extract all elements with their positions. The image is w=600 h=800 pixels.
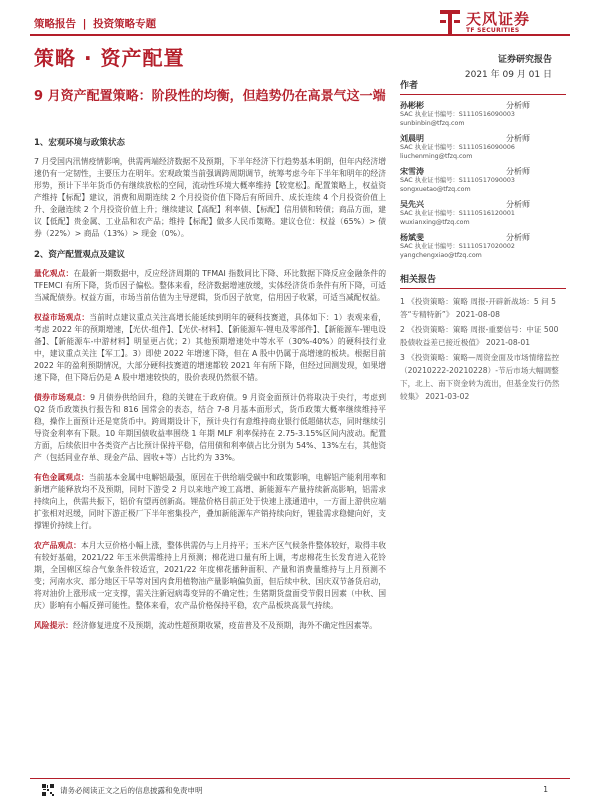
analyst-cert: SAC 执业证书编号：S1110517020002 xyxy=(400,243,515,250)
analyst-cert: SAC 执业证书编号：S1110517090003 xyxy=(400,177,515,184)
analyst-role: 分析师 xyxy=(506,101,530,110)
analyst-email[interactable]: yangchengxiao@tfzq.com xyxy=(400,251,482,259)
footer-divider xyxy=(30,778,570,779)
top-header xyxy=(34,10,570,32)
analyst-email[interactable]: sunbinbin@tfzq.com xyxy=(400,119,465,127)
analyst-cert: SAC 执业证书编号：S1110516090006 xyxy=(400,144,515,151)
equity-view-paragraph xyxy=(34,312,386,384)
sidebar xyxy=(400,78,566,405)
breadcrumb-separator: | xyxy=(82,18,87,30)
related-report-link[interactable]: 2 《投资策略：策略 周报-重要信号：中证 500 股债收益差已接近极值》 2021-08-01 xyxy=(400,325,559,347)
agri-view-label: 农产品观点： xyxy=(34,541,81,550)
related-report-link[interactable]: 1 《投资策略：策略 周报-开辟新战场：5 问 5 答“专精特新”》 2021-08-08 xyxy=(400,297,556,319)
analyst-role: 分析师 xyxy=(506,167,530,176)
qr-code-icon xyxy=(42,784,54,796)
bond-view-text: 9 月债券供给回升，稳的关键在于政府债。9 月资金面预计仍将取决于央行，考虑到 Q2 货币政策执行报告和 816 国常会的表态，结合 7-8 月基本面形式，货币政策大概率继续维持平稳，操作上面预计还是宽货币中。跨周期设计下，预计央行有意维持商业银行低超储状态，同时继续引导资金利率有下限。10 年期国债收益率围绕 1 年期 MLF 利率保持在 2.75-3.15%区间内波动。配置方面，后续依旧中各类资产占比预计保持平稳，信用债和利率债占比分别为 54%、13%左右，其他资产（包括同业存单、现金产品、固收+等）占比约为 33%。 xyxy=(34,393,387,462)
related-report-link[interactable]: 3 《投资策略：策略—周资金面及市场情绪监控（20210222-20210228）-节后市场大幅调整下，北上、南下资金转为流出，但基金发行仍然较集》 2021-03-02 xyxy=(400,353,560,401)
risk-text: 经济修复进度不及预期，流动性超预期收紧，疫苗普及不及预期，海外不确定性因素等。 xyxy=(72,621,378,630)
quant-view-paragraph xyxy=(34,268,386,304)
footer-disclaimer: 请务必阅读正文之后的信息披露和免责申明 xyxy=(60,786,203,795)
analyst-name: 刘晨明 xyxy=(400,134,424,143)
analyst-email[interactable]: wuxianxing@tfzq.com xyxy=(400,218,470,226)
page-number: 1 xyxy=(543,785,548,794)
breadcrumb-report-type: 策略报告 xyxy=(34,18,76,30)
risk-label: 风险提示： xyxy=(34,621,73,630)
report-type: 证券研究报告 xyxy=(497,55,552,65)
report-date: 2021 年 09 月 01 日 xyxy=(464,70,552,80)
logo-text-en: TF SECURITIES xyxy=(466,27,520,34)
macro-paragraph: 7 月受国内汛情疫情影响，供需两端经济数据不及预期，下半年经济下行趋势基本明朗，但年内经济增速仍有一定韧性，主要压力在明年。宏观政策当前强调跨周期调节，统筹考虑今年下半年和明年的经济形势，预计下半年货币仍有继续放松的空间，流动性环境大概率维持【较宽松】。配置策略上，权益资产维持【标配】建议，消费和周期连续 2 个月投资价值下降后有所回升、成长连续 4 个月投资价值上升、金融连续 2 个月投资价值上升；继续建议【高配】利率债、【标配】信用债和转债；商品方面，建议【低配】贵金属、工业品和农产品；维持【标配】做多人民币策略。建议仓位：权益（65%）> 债券（22%）> 商品（13%）> 现金（0%）。 xyxy=(34,157,386,238)
analyst-role: 分析师 xyxy=(506,233,530,242)
page-title: 策略 · 资产配置 xyxy=(34,46,185,70)
analyst-role: 分析师 xyxy=(506,200,530,209)
analyst-card xyxy=(400,101,566,128)
logo-mark-icon xyxy=(440,10,460,34)
header-divider xyxy=(30,34,570,36)
breadcrumb-topic: 投资策略专题 xyxy=(93,18,157,30)
analyst-card xyxy=(400,167,566,194)
quant-view-label: 量化观点： xyxy=(34,269,74,278)
analyst-name: 宋雪涛 xyxy=(400,167,424,176)
logo-text-cn: 天风证券 xyxy=(466,10,531,28)
authors-heading: 作者 xyxy=(400,78,566,95)
analyst-role: 分析师 xyxy=(506,134,530,143)
analyst-name: 吴先兴 xyxy=(400,200,424,209)
section-heading-macro: 1、宏观环境与政策状态 xyxy=(34,138,125,148)
metals-view-paragraph xyxy=(34,472,386,532)
agri-view-text: 本月大豆价格小幅上涨，整体供需仍与上月持平；玉米产区气候条件整体较好，取得丰收有较好基础，2021/22 年玉米供需维持上月预测；棉花进口量有所上调，考虑棉花生长发育进入花铃期，全国棉区综合气象条件较适宜，2021/22 年度棉花播种面积、产量和消费量维持与上月预测不变；河南水灾、部分地区干旱等对国内食用植物油产量影响偏负面，但后续中秋、国庆双节备货启动，将对油价上涨形成一定支撑，需关注新冠病毒变异的不确定性；生猪期货盘面受节假日因素（中秋、国庆）影响有小幅反弹可能性。整体来看，农产品价格保持平稳，农产品板块高景气持续。 xyxy=(34,541,386,610)
analyst-name: 杨斌斐 xyxy=(400,233,424,242)
analyst-cert: SAC 执业证书编号：S1110516120001 xyxy=(400,210,515,217)
equity-view-label: 权益市场观点： xyxy=(34,313,90,322)
equity-view-text: 当前时点建议重点关注高增长能延续到明年的硬科技赛道，具体如下：1）表观来看，考虑 2022 年的预期增速，【光伏-组件】、【光伏-材料】、【新能源车-锂电及零部件】、【新能源车-锂电设备】、【新能源车-中游材料】明显更占优；2）其他预期增速处中等水平（30%-40%）的硬科技行业中，建议重点关注【军工】。3）即使 2022 年增速下降，但在 A 股中仍属于高增速的板块。根据目前 2022 年的盈利预期情况，大部分硬科技赛道的增速都较 2021 年有所下降，但经过回测发现，如果增速下降，但下降后仍是 A 股中增速较快的，股价表现仍然很不错。 xyxy=(34,313,386,382)
analyst-cert: SAC 执业证书编号：S1110516090003 xyxy=(400,111,515,118)
analyst-email[interactable]: songxuetao@tfzq.com xyxy=(400,185,471,193)
metals-view-label: 有色金属观点： xyxy=(34,473,89,482)
breadcrumb xyxy=(34,16,156,31)
report-subtitle: 9 月资产配置策略：阶段性的均衡，但趋势仍在高景气这一端 xyxy=(34,89,386,104)
analyst-email[interactable]: liuchenming@tfzq.com xyxy=(400,152,473,160)
risk-paragraph xyxy=(34,620,386,632)
agri-view-paragraph xyxy=(34,540,386,612)
analyst-card xyxy=(400,200,566,227)
bond-view-paragraph xyxy=(34,392,386,464)
analyst-card xyxy=(400,233,566,260)
analyst-card xyxy=(400,134,566,161)
quant-view-text: 在最新一期数据中，反应经济周期的 TFMAI 指数同比下降、环比数据下降反应金融条件的 TFEMCI 有所下降，货币因子偏松。整体来看，经济数据增速放缓，实体经济货币条件有所下降，可适当减配债券。权益方面，市场当前估值为主导逻辑，货币因子放宽，信用因子收紧，可适当减配权益。 xyxy=(34,269,387,302)
analyst-name: 孙彬彬 xyxy=(400,101,424,110)
main-content xyxy=(34,136,386,640)
section-heading-allocation: 2、资产配置观点及建议 xyxy=(34,250,125,260)
related-reports-heading: 相关报告 xyxy=(400,272,566,289)
bond-view-label: 债券市场观点： xyxy=(34,393,91,402)
metals-view-text: 当前基本金属中电解铝最强，原因在于供给端受碳中和政策影响，电解铝产能利用率和新增产能释放均不及预期，同时下游受 2 月以来地产竣工高增、新能源车产量持续新高影响，铝需求持续向上，供需共振下，铝价有望再创新高。锂盐价格目前正处于快速上涨通道中，一方面上游供应端扩张相对迟缓，同时下游正极厂下半年密集投产，叠加新能源车产销持续向好，锂盐需求稳健向好，支撑锂价持续上行。 xyxy=(34,473,387,530)
